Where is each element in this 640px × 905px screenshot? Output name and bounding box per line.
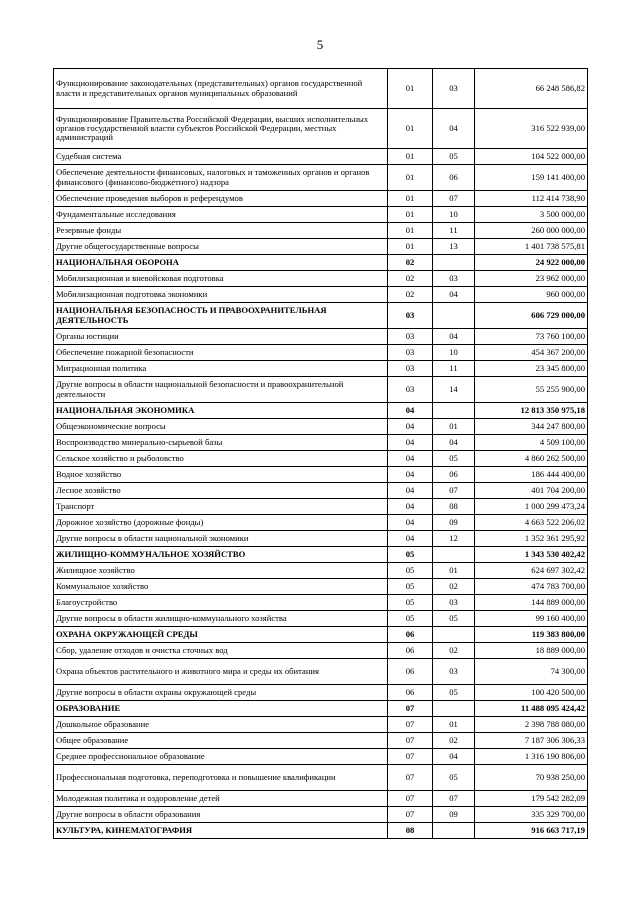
table-row (54, 563, 588, 579)
table-row (54, 579, 588, 595)
subsection-code-cell: 08 (433, 499, 475, 515)
table-row (54, 765, 588, 791)
table-row (54, 377, 588, 403)
row-name-cell: Другие вопросы в области охраны окружающей среды (54, 685, 388, 701)
section-code-cell: 04 (388, 515, 433, 531)
subsection-code-cell: 01 (433, 563, 475, 579)
row-name-cell: Обеспечение проведения выборов и референдумов (54, 191, 388, 207)
section-code-cell: 07 (388, 701, 433, 717)
amount-cell: 1 352 361 295,92 (475, 531, 588, 547)
subsection-code-cell: 12 (433, 531, 475, 547)
subsection-code-cell: 10 (433, 207, 475, 223)
section-code-cell: 03 (388, 361, 433, 377)
row-name-cell: Общее образование (54, 733, 388, 749)
section-code-cell: 07 (388, 765, 433, 791)
table-row (54, 823, 588, 839)
subsection-code-cell (433, 303, 475, 329)
row-name-cell: Миграционная политика (54, 361, 388, 377)
amount-cell: 112 414 738,90 (475, 191, 588, 207)
section-code-cell: 01 (388, 191, 433, 207)
amount-cell: 55 255 900,00 (475, 377, 588, 403)
section-code-cell: 05 (388, 579, 433, 595)
table-row (54, 515, 588, 531)
table-row (54, 595, 588, 611)
table-row (54, 329, 588, 345)
row-name-cell: Жилищное хозяйство (54, 563, 388, 579)
amount-cell: 335 329 700,00 (475, 807, 588, 823)
section-code-cell: 06 (388, 659, 433, 685)
section-code-cell: 06 (388, 643, 433, 659)
table-row (54, 287, 588, 303)
table-row (54, 701, 588, 717)
row-name-cell: Функционирование законодательных (представительных) органов государственной власти и представительных органов муниципальных образований (54, 69, 388, 109)
table-row (54, 627, 588, 643)
row-name-cell: Судебная система (54, 149, 388, 165)
subsection-code-cell: 04 (433, 435, 475, 451)
row-name-cell: Среднее профессиональное образование (54, 749, 388, 765)
table-row (54, 659, 588, 685)
section-code-cell: 05 (388, 547, 433, 563)
table-row (54, 149, 588, 165)
row-name-cell: Воспроизводство минерально-сырьевой базы (54, 435, 388, 451)
table-row (54, 547, 588, 563)
row-name-cell: Резервные фонды (54, 223, 388, 239)
amount-cell: 24 922 000,00 (475, 255, 588, 271)
amount-cell: 4 663 522 206,02 (475, 515, 588, 531)
section-code-cell: 03 (388, 345, 433, 361)
row-name-cell: ОХРАНА ОКРУЖАЮЩЕЙ СРЕДЫ (54, 627, 388, 643)
table-row (54, 685, 588, 701)
amount-cell: 1 343 530 402,42 (475, 547, 588, 563)
row-name-cell: НАЦИОНАЛЬНАЯ ЭКОНОМИКА (54, 403, 388, 419)
subsection-code-cell (433, 255, 475, 271)
section-code-cell: 06 (388, 627, 433, 643)
section-code-cell: 01 (388, 165, 433, 191)
amount-cell: 960 000,00 (475, 287, 588, 303)
row-name-cell: НАЦИОНАЛЬНАЯ БЕЗОПАСНОСТЬ И ПРАВООХРАНИТЕЛЬНАЯ ДЕЯТЕЛЬНОСТЬ (54, 303, 388, 329)
row-name-cell: КУЛЬТУРА, КИНЕМАТОГРАФИЯ (54, 823, 388, 839)
amount-cell: 73 760 100,00 (475, 329, 588, 345)
table-row (54, 191, 588, 207)
row-name-cell: ЖИЛИЩНО-КОММУНАЛЬНОЕ ХОЗЯЙСТВО (54, 547, 388, 563)
row-name-cell: Другие вопросы в области образования (54, 807, 388, 823)
subsection-code-cell (433, 547, 475, 563)
table-row (54, 109, 588, 149)
row-name-cell: Обеспечение пожарной безопасности (54, 345, 388, 361)
row-name-cell: Лесное хозяйство (54, 483, 388, 499)
amount-cell: 100 420 500,00 (475, 685, 588, 701)
amount-cell: 316 522 939,00 (475, 109, 588, 149)
amount-cell: 3 500 000,00 (475, 207, 588, 223)
section-code-cell: 06 (388, 685, 433, 701)
table-row (54, 239, 588, 255)
amount-cell: 624 697 302,42 (475, 563, 588, 579)
amount-cell: 66 248 586,82 (475, 69, 588, 109)
table-row (54, 255, 588, 271)
subsection-code-cell: 05 (433, 611, 475, 627)
row-name-cell: Молодежная политика и оздоровление детей (54, 791, 388, 807)
table-row (54, 361, 588, 377)
table-row (54, 749, 588, 765)
budget-table (53, 68, 588, 839)
table-row (54, 303, 588, 329)
subsection-code-cell: 14 (433, 377, 475, 403)
amount-cell: 74 300,00 (475, 659, 588, 685)
subsection-code-cell: 04 (433, 109, 475, 149)
row-name-cell: Дошкольное образование (54, 717, 388, 733)
section-code-cell: 07 (388, 749, 433, 765)
amount-cell: 23 345 800,00 (475, 361, 588, 377)
amount-cell: 104 522 000,00 (475, 149, 588, 165)
section-code-cell: 02 (388, 271, 433, 287)
amount-cell: 260 000 000,00 (475, 223, 588, 239)
subsection-code-cell: 05 (433, 685, 475, 701)
table-row (54, 467, 588, 483)
row-name-cell: Сбор, удаление отходов и очистка сточных вод (54, 643, 388, 659)
subsection-code-cell: 07 (433, 191, 475, 207)
amount-cell: 1 000 299 473,24 (475, 499, 588, 515)
section-code-cell: 01 (388, 239, 433, 255)
subsection-code-cell: 09 (433, 515, 475, 531)
subsection-code-cell: 10 (433, 345, 475, 361)
row-name-cell: ОБРАЗОВАНИЕ (54, 701, 388, 717)
table-row (54, 435, 588, 451)
subsection-code-cell: 09 (433, 807, 475, 823)
amount-cell: 11 488 095 424,42 (475, 701, 588, 717)
amount-cell: 4 509 100,00 (475, 435, 588, 451)
subsection-code-cell: 03 (433, 271, 475, 287)
subsection-code-cell (433, 403, 475, 419)
amount-cell: 454 367 200,00 (475, 345, 588, 361)
section-code-cell: 01 (388, 207, 433, 223)
table-row (54, 207, 588, 223)
subsection-code-cell: 05 (433, 765, 475, 791)
subsection-code-cell: 04 (433, 287, 475, 303)
table-row (54, 271, 588, 287)
section-code-cell: 03 (388, 377, 433, 403)
row-name-cell: Охрана объектов растительного и животного мира и среды их обитания (54, 659, 388, 685)
amount-cell: 4 860 262 500,00 (475, 451, 588, 467)
subsection-code-cell: 05 (433, 451, 475, 467)
subsection-code-cell: 01 (433, 419, 475, 435)
section-code-cell: 03 (388, 303, 433, 329)
amount-cell: 1 316 190 806,00 (475, 749, 588, 765)
subsection-code-cell: 11 (433, 223, 475, 239)
subsection-code-cell: 04 (433, 749, 475, 765)
table-row (54, 345, 588, 361)
subsection-code-cell: 03 (433, 659, 475, 685)
section-code-cell: 07 (388, 791, 433, 807)
row-name-cell: Органы юстиции (54, 329, 388, 345)
row-name-cell: Коммунальное хозяйство (54, 579, 388, 595)
section-code-cell: 01 (388, 149, 433, 165)
page-number: 5 (316, 37, 324, 52)
subsection-code-cell: 06 (433, 467, 475, 483)
subsection-code-cell: 11 (433, 361, 475, 377)
section-code-cell: 07 (388, 807, 433, 823)
section-code-cell: 07 (388, 717, 433, 733)
section-code-cell: 04 (388, 499, 433, 515)
section-code-cell: 04 (388, 403, 433, 419)
table-row (54, 451, 588, 467)
section-code-cell: 08 (388, 823, 433, 839)
budget-table-body (54, 69, 588, 839)
amount-cell: 119 383 800,00 (475, 627, 588, 643)
section-code-cell: 02 (388, 287, 433, 303)
row-name-cell: Обеспечение деятельности финансовых, налоговых и таможенных органов и органов финансового (финансово-бюджетного) надзора (54, 165, 388, 191)
row-name-cell: Другие вопросы в области национальной экономики (54, 531, 388, 547)
amount-cell: 23 962 000,00 (475, 271, 588, 287)
row-name-cell: Другие вопросы в области жилищно-коммунального хозяйства (54, 611, 388, 627)
row-name-cell: Дорожное хозяйство (дорожные фонды) (54, 515, 388, 531)
section-code-cell: 04 (388, 435, 433, 451)
subsection-code-cell: 01 (433, 717, 475, 733)
section-code-cell: 04 (388, 483, 433, 499)
amount-cell: 12 813 350 975,18 (475, 403, 588, 419)
amount-cell: 70 938 250,00 (475, 765, 588, 791)
amount-cell: 474 783 700,00 (475, 579, 588, 595)
table-row (54, 223, 588, 239)
table-row (54, 643, 588, 659)
table-row (54, 791, 588, 807)
table-row (54, 531, 588, 547)
section-code-cell: 04 (388, 467, 433, 483)
amount-cell: 18 889 000,00 (475, 643, 588, 659)
subsection-code-cell: 07 (433, 791, 475, 807)
row-name-cell: Благоустройство (54, 595, 388, 611)
amount-cell: 99 160 400,00 (475, 611, 588, 627)
row-name-cell: Функционирование Правительства Российской Федерации, высших исполнительных органов государственной власти субъектов Российской Федерации, местных администраций (54, 109, 388, 149)
table-row (54, 717, 588, 733)
amount-cell: 144 889 000,00 (475, 595, 588, 611)
section-code-cell: 05 (388, 595, 433, 611)
table-row (54, 733, 588, 749)
section-code-cell: 02 (388, 255, 433, 271)
subsection-code-cell: 13 (433, 239, 475, 255)
row-name-cell: Сельское хозяйство и рыболовство (54, 451, 388, 467)
subsection-code-cell (433, 627, 475, 643)
table-row (54, 69, 588, 109)
row-name-cell: Общеэкономические вопросы (54, 419, 388, 435)
row-name-cell: НАЦИОНАЛЬНАЯ ОБОРОНА (54, 255, 388, 271)
row-name-cell: Транспорт (54, 499, 388, 515)
row-name-cell: Другие вопросы в области национальной безопасности и правоохранительной деятельности (54, 377, 388, 403)
row-name-cell: Водное хозяйство (54, 467, 388, 483)
subsection-code-cell: 07 (433, 483, 475, 499)
table-row (54, 483, 588, 499)
subsection-code-cell: 05 (433, 149, 475, 165)
section-code-cell: 07 (388, 733, 433, 749)
section-code-cell: 01 (388, 69, 433, 109)
amount-cell: 179 542 282,09 (475, 791, 588, 807)
row-name-cell: Фундаментальные исследования (54, 207, 388, 223)
subsection-code-cell (433, 701, 475, 717)
row-name-cell: Профессиональная подготовка, переподготовка и повышение квалификации (54, 765, 388, 791)
row-name-cell: Мобилизационная подготовка экономики (54, 287, 388, 303)
amount-cell: 916 663 717,19 (475, 823, 588, 839)
section-code-cell: 01 (388, 109, 433, 149)
section-code-cell: 05 (388, 611, 433, 627)
subsection-code-cell: 03 (433, 595, 475, 611)
subsection-code-cell: 03 (433, 69, 475, 109)
section-code-cell: 05 (388, 563, 433, 579)
row-name-cell: Мобилизационная и вневойсковая подготовка (54, 271, 388, 287)
table-row (54, 403, 588, 419)
section-code-cell: 01 (388, 223, 433, 239)
amount-cell: 186 444 400,00 (475, 467, 588, 483)
section-code-cell: 04 (388, 419, 433, 435)
amount-cell: 2 398 788 080,00 (475, 717, 588, 733)
section-code-cell: 03 (388, 329, 433, 345)
table-row (54, 807, 588, 823)
subsection-code-cell (433, 823, 475, 839)
subsection-code-cell: 02 (433, 579, 475, 595)
table-row (54, 165, 588, 191)
subsection-code-cell: 02 (433, 733, 475, 749)
row-name-cell: Другие общегосударственные вопросы (54, 239, 388, 255)
table-row (54, 611, 588, 627)
amount-cell: 606 729 000,00 (475, 303, 588, 329)
subsection-code-cell: 02 (433, 643, 475, 659)
amount-cell: 7 187 306 306,33 (475, 733, 588, 749)
amount-cell: 401 704 200,00 (475, 483, 588, 499)
amount-cell: 1 401 738 575,81 (475, 239, 588, 255)
subsection-code-cell: 04 (433, 329, 475, 345)
amount-cell: 159 141 400,00 (475, 165, 588, 191)
table-row (54, 499, 588, 515)
section-code-cell: 04 (388, 531, 433, 547)
amount-cell: 344 247 800,00 (475, 419, 588, 435)
subsection-code-cell: 06 (433, 165, 475, 191)
table-row (54, 419, 588, 435)
section-code-cell: 04 (388, 451, 433, 467)
